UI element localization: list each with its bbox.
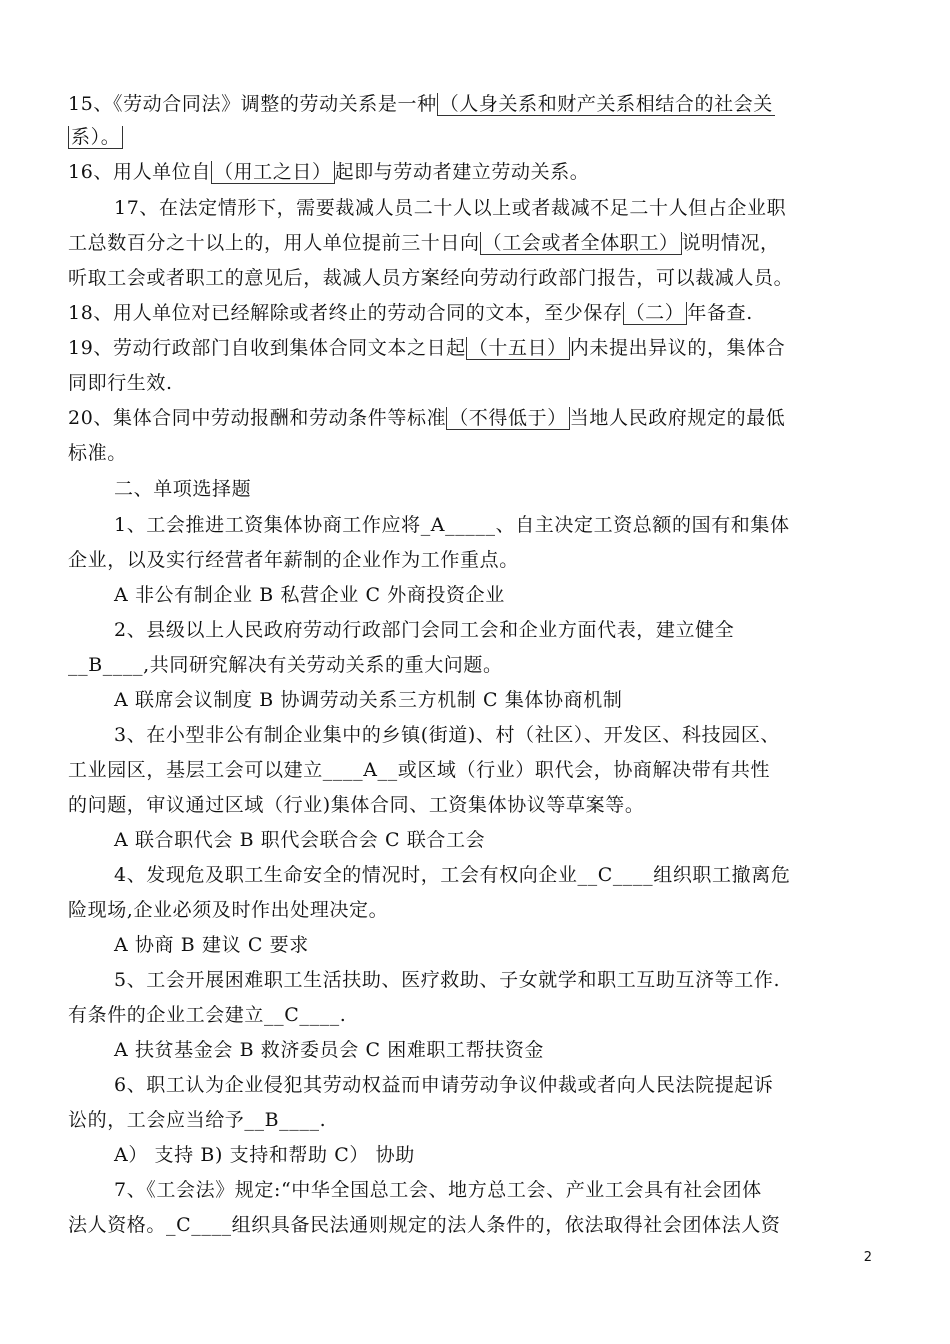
mc3-line1: 3、在小型非公有制企业集中的乡镇(街道)、村（社区）、开发区、科技园区、: [114, 724, 781, 746]
q19-line1: [68, 336, 878, 360]
q18-tail: 年备查.: [687, 302, 753, 324]
q19-question: 19、劳动行政部门自收到集体合同文本之日起: [68, 337, 466, 359]
mc1-line1: 1、工会推进工资集体协商工作应将_A_____、自主决定工资总额的国有和集体: [114, 514, 790, 536]
q20-line2: 标准。: [68, 442, 127, 464]
q17-tail: 说明情况，: [681, 232, 780, 254]
q16-question: 16、用人单位自: [68, 161, 211, 183]
q17-question: 工总数百分之十以上的，用人单位提前三十日向: [68, 232, 480, 254]
q20-question: 20、集体合同中劳动报酬和劳动条件等标准: [68, 407, 447, 429]
q15-line1: [68, 92, 878, 116]
q18-question: 18、用人单位对已经解除或者终止的劳动合同的文本，至少保存: [68, 302, 623, 324]
q19-line2: 同即行生效.: [68, 372, 173, 394]
mc1-line2: 企业，以及实行经营者年薪制的企业作为工作重点。: [68, 549, 519, 571]
q18-line: [68, 301, 878, 325]
mc7-line1: 7、《工会法》规定:“中华全国总工会、地方总工会、产业工会具有社会团体: [114, 1179, 762, 1201]
mc5-line1: 5、工会开展困难职工生活扶助、医疗救助、子女就学和职工互助互济等工作.: [114, 969, 781, 991]
q15-question: 15、《劳动合同法》调整的劳动关系是一种: [68, 93, 437, 115]
q16-line: [68, 160, 878, 184]
q15-answer-cont: 系）。: [68, 126, 123, 149]
q17-line2: [68, 231, 878, 255]
mc2-line2: __B____,共同研究解决有关劳动关系的重大问题。: [68, 654, 503, 676]
q16-answer: （用工之日）: [211, 161, 335, 184]
mc6-line2: 讼的，工会应当给予__B____.: [68, 1109, 327, 1131]
mc5-line2: 有条件的企业工会建立__C____.: [68, 1004, 347, 1026]
mc2-line1: 2、县级以上人民政府劳动行政部门会同工会和企业方面代表，建立健全: [114, 619, 735, 641]
q17-line3: 听取工会或者职工的意见后，裁减人员方案经向劳动行政部门报告，可以裁减人员。: [68, 267, 794, 289]
mc6-line1: 6、职工认为企业侵犯其劳动权益而申请劳动争议仲裁或者向人民法院提起诉: [114, 1074, 774, 1096]
mc2-options: A 联席会议制度 B 协调劳动关系三方机制 C 集体协商机制: [114, 689, 623, 711]
mc4-line2: 险现场,企业必须及时作出处理决定。: [68, 899, 389, 921]
q15-line2: [68, 125, 878, 149]
mc4-line1: 4、发现危及职工生命安全的情况时，工会有权向企业__C____组织职工撤离危: [114, 864, 791, 886]
q20-line1: [68, 406, 878, 430]
q16-tail: 起即与劳动者建立劳动关系。: [334, 161, 590, 183]
mc5-options: A 扶贫基金会 B 救济委员会 C 困难职工帮扶资金: [114, 1039, 545, 1061]
mc3-line3: 的问题，审议通过区域（行业)集体合同、工资集体协议等草案等。: [68, 794, 645, 816]
q17-line1: 17、在法定情形下，需要裁减人员二十人以上或者裁减不足二十人但占企业职: [114, 197, 787, 219]
q18-answer: （二）: [623, 302, 688, 325]
q17-answer: （工会或者全体职工）: [480, 232, 682, 255]
q20-answer: （不得低于）: [446, 407, 570, 430]
mc3-options: A 联合职代会 B 职代会联合会 C 联合工会: [114, 829, 486, 851]
mc1-options: A 非公有制企业 B 私营企业 C 外商投资企业: [114, 584, 505, 606]
q20-tail: 当地人民政府规定的最低: [569, 407, 786, 429]
q19-answer: （十五日）: [466, 337, 570, 360]
section-title: 二、单项选择题: [114, 478, 252, 500]
page-number: 2: [863, 1250, 872, 1265]
q15-answer: （人身关系和财产关系相结合的社会关: [437, 93, 775, 116]
mc3-line2: 工业园区，基层工会可以建立____A__或区域（行业）职代会，协商解决带有共性: [68, 759, 771, 781]
mc4-options: A 协商 B 建议 C 要求: [114, 934, 309, 956]
q19-tail: 内未提出异议的，集体合: [569, 337, 786, 359]
mc7-line2: 法人资格。_C____组织具备民法通则规定的法人条件的，依法取得社会团体法人资: [68, 1214, 781, 1236]
mc6-options: A） 支持 B) 支持和帮助 C） 协助: [114, 1144, 415, 1166]
